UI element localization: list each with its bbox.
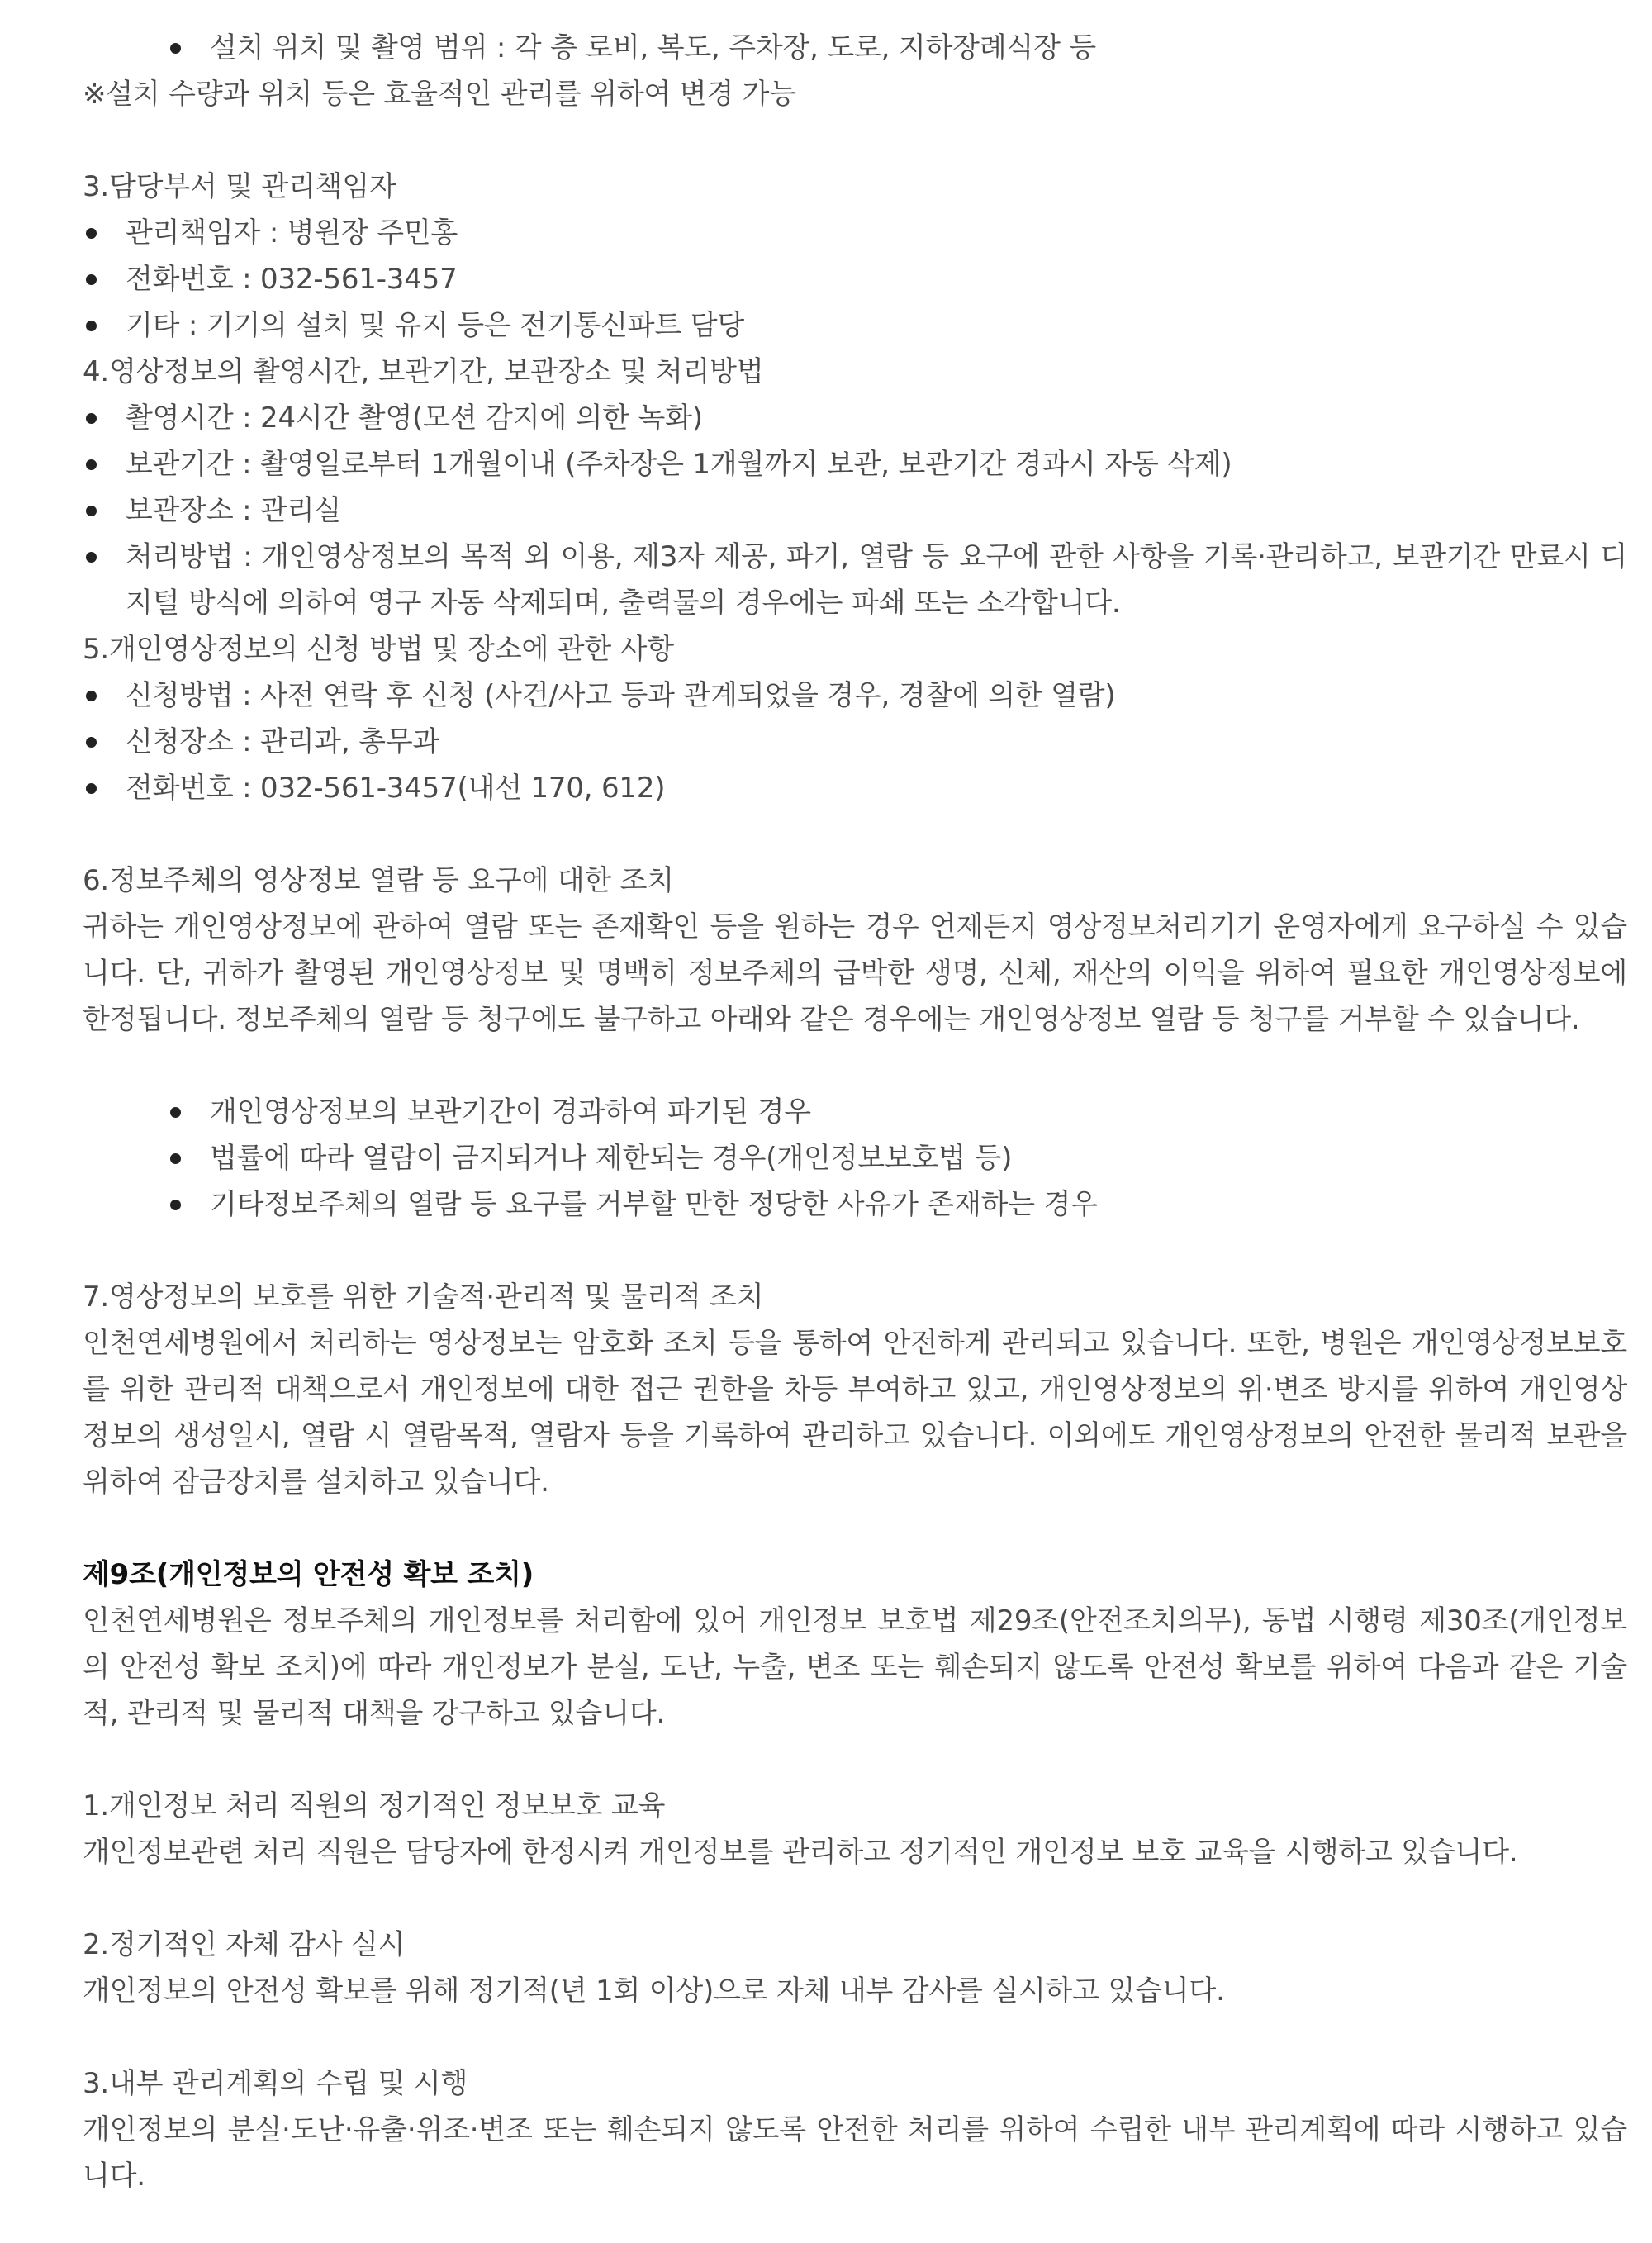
list-item: 촬영시간 : 24시간 촬영(모션 감지에 의한 녹화) xyxy=(83,395,1627,441)
article-9-subheading-1: 1.개인정보 처리 직원의 정기적인 정보보호 교육 xyxy=(83,1789,666,1822)
article-9-subheading-2: 2.정기적인 자체 감사 실시 xyxy=(83,1928,406,1961)
list-item: 기타 : 기기의 설치 및 유지 등은 전기통신파트 담당 xyxy=(83,302,1627,349)
article-9-paragraph-2: 개인정보의 안전성 확보를 위해 정기적(년 1회 이상)으로 자체 내부 감사를 실시하고 있습니다. xyxy=(83,1975,1225,2008)
list-item: 기타정보주체의 열람 등 요구를 거부할 만한 정당한 사유가 존재하는 경우 xyxy=(167,1181,1627,1228)
section-7-paragraph: 인천연세병원에서 처리하는 영상정보는 암호화 조치 등을 통하여 안전하게 관리되고 있습니다. 또한, 병원은 개인영상정보보호를 위한 관리적 대책으로서 개인정보에 대한 접근 권한을 차등 부여하고 있고, 개인영상정보의 위·변조 방지를 위하여 개인영상정보의 생성일시, 열람 시 열람목적, 열람자 등을 기록하여 관리하고 있습니다. 이외에도 개인영상정보의 안전한 물리적 보관을 위하여 잠금장치를 설치하고 있습니다. xyxy=(83,1327,1627,1499)
spacer xyxy=(83,117,1627,164)
spacer xyxy=(83,1228,1627,1274)
list-item: 법률에 따라 열람이 금지되거나 제한되는 경우(개인정보보호법 등) xyxy=(167,1135,1627,1181)
article-9-paragraph-3: 개인정보의 분실·도난·유출·위조·변조 또는 훼손되지 않도록 안전한 처리를 위하여 수립한 내부 관리계획에 따라 시행하고 있습니다. xyxy=(83,2113,1627,2193)
install-location-text: 설치 위치 및 촬영 범위 : 각 층 로비, 복도, 주차장, 도로, 지하장례식장 등 xyxy=(210,31,1096,64)
document-body xyxy=(83,25,1627,2199)
list-item: 신청방법 : 사전 연락 후 신청 (사건/사고 등과 관계되었을 경우, 경찰에 의한 열람) xyxy=(83,672,1627,719)
spacer xyxy=(83,1875,1627,1922)
spacer xyxy=(83,1505,1627,1552)
list-item: 전화번호 : 032-561-3457 xyxy=(83,256,1627,302)
list-item: 관리책임자 : 병원장 주민홍 xyxy=(83,210,1627,256)
section-heading-4: 4.영상정보의 촬영시간, 보관기간, 보관장소 및 처리방법 xyxy=(83,355,764,388)
section-heading-3: 3.담당부서 및 관리책임자 xyxy=(83,170,396,203)
section-heading-7: 7.영상정보의 보호를 위한 기술적·관리적 및 물리적 조치 xyxy=(83,1281,764,1314)
section-heading-6: 6.정보주체의 영상정보 열람 등 요구에 대한 조치 xyxy=(83,864,674,897)
spacer xyxy=(83,2014,1627,2060)
article-9-intro: 인천연세병원은 정보주체의 개인정보를 처리함에 있어 개인정보 보호법 제29조(안전조치의무), 동법 시행령 제30조(개인정보의 안전성 확보 조치)에 따라 개인정보가 분실, 도난, 누출, 변조 또는 훼손되지 않도록 안전성 확보를 위하여 다음과 같은 기술적, 관리적 및 물리적 대책을 강구하고 있습니다. xyxy=(83,1604,1627,1730)
list-item: 전화번호 : 032-561-3457(내선 170, 612) xyxy=(83,765,1627,811)
article-9-paragraph-1: 개인정보관련 처리 직원은 담당자에 한정시켜 개인정보를 관리하고 정기적인 개인정보 보호 교육을 시행하고 있습니다. xyxy=(83,1836,1518,1869)
list-item: 신청장소 : 관리과, 총무과 xyxy=(83,719,1627,765)
spacer xyxy=(83,1737,1627,1783)
section-heading-5: 5.개인영상정보의 신청 방법 및 장소에 관한 사항 xyxy=(83,633,674,666)
spacer xyxy=(83,811,1627,858)
list-item: 개인영상정보의 보관기간이 경과하여 파기된 경우 xyxy=(167,1089,1627,1135)
list-item: 처리방법 : 개인영상정보의 목적 외 이용, 제3자 제공, 파기, 열람 등 요구에 관한 사항을 기록·관리하고, 보관기간 만료시 디지털 방식에 의하여 영구 자동 삭제되며, 출력물의 경우에는 파쇄 또는 소각합니다. xyxy=(83,534,1627,626)
spacer xyxy=(83,1043,1627,1089)
section-6-paragraph: 귀하는 개인영상정보에 관하여 열람 또는 존재확인 등을 원하는 경우 언제든지 영상정보처리기기 운영자에게 요구하실 수 있습니다. 단, 귀하가 촬영된 개인영상정보 및 명백히 정보주체의 급박한 생명, 신체, 재산의 이익을 위하여 필요한 개인영상정보에 한정됩니다. 정보주체의 열람 등 청구에도 불구하고 아래와 같은 경우에는 개인영상정보 열람 등 청구를 거부할 수 있습니다. xyxy=(83,910,1627,1036)
list-item xyxy=(167,25,1627,71)
list-item: 보관기간 : 촬영일로부터 1개월이내 (주차장은 1개월까지 보관, 보관기간 경과시 자동 삭제) xyxy=(83,441,1627,487)
list-item: 보관장소 : 관리실 xyxy=(83,487,1627,534)
article-9-title: 제9조(개인정보의 안전성 확보 조치) xyxy=(83,1558,534,1591)
article-9-subheading-3: 3.내부 관리계획의 수립 및 시행 xyxy=(83,2067,468,2100)
note-text: ※설치 수량과 위치 등은 효율적인 관리를 위하여 변경 가능 xyxy=(83,78,796,111)
